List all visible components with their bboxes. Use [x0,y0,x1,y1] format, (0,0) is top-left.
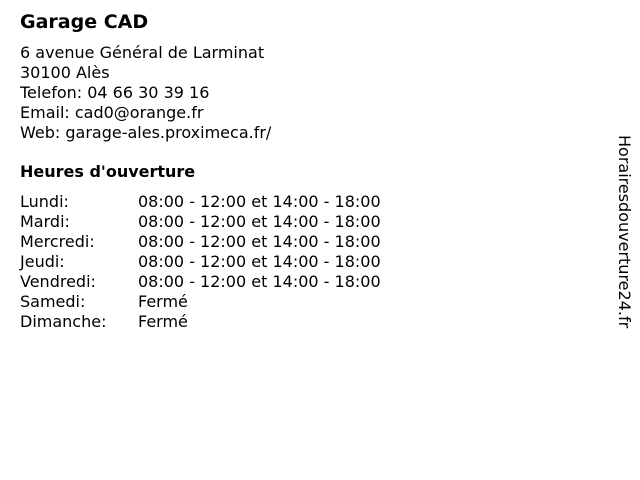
time-value: 08:00 - 12:00 et 14:00 - 18:00 [138,252,381,271]
time-value: Fermé [138,292,188,311]
hours-row-monday [20,192,580,212]
hours-row-sunday [20,312,580,332]
time-value: 08:00 - 12:00 et 14:00 - 18:00 [138,212,381,231]
hours-table [20,192,580,332]
day-label: Jeudi: [20,252,65,271]
hours-heading: Heures d'ouverture [20,162,196,181]
email-line: Email: cad0@orange.fr [20,103,204,122]
address-line-1: 6 avenue Général de Larminat [20,43,265,62]
hours-row-thursday [20,252,580,272]
day-label: Vendredi: [20,272,96,291]
time-value: 08:00 - 12:00 et 14:00 - 18:00 [138,232,381,251]
time-value: 08:00 - 12:00 et 14:00 - 18:00 [138,272,381,291]
day-label: Dimanche: [20,312,107,331]
address-line-2: 30100 Alès [20,63,110,82]
hours-row-wednesday [20,232,580,252]
business-name: Garage CAD [20,11,149,33]
hours-row-saturday [20,292,580,312]
hours-row-friday [20,272,580,292]
day-label: Mardi: [20,212,70,231]
phone-line: Telefon: 04 66 30 39 16 [20,83,210,102]
hours-row-tuesday [20,212,580,232]
day-label: Mercredi: [20,232,95,251]
site-brand-vertical: Horairesdouverture24.fr [615,135,634,329]
business-card [20,9,580,332]
web-line: Web: garage-ales.proximeca.fr/ [20,123,272,142]
time-value: Fermé [138,312,188,331]
time-value: 08:00 - 12:00 et 14:00 - 18:00 [138,192,381,211]
day-label: Samedi: [20,292,86,311]
day-label: Lundi: [20,192,69,211]
